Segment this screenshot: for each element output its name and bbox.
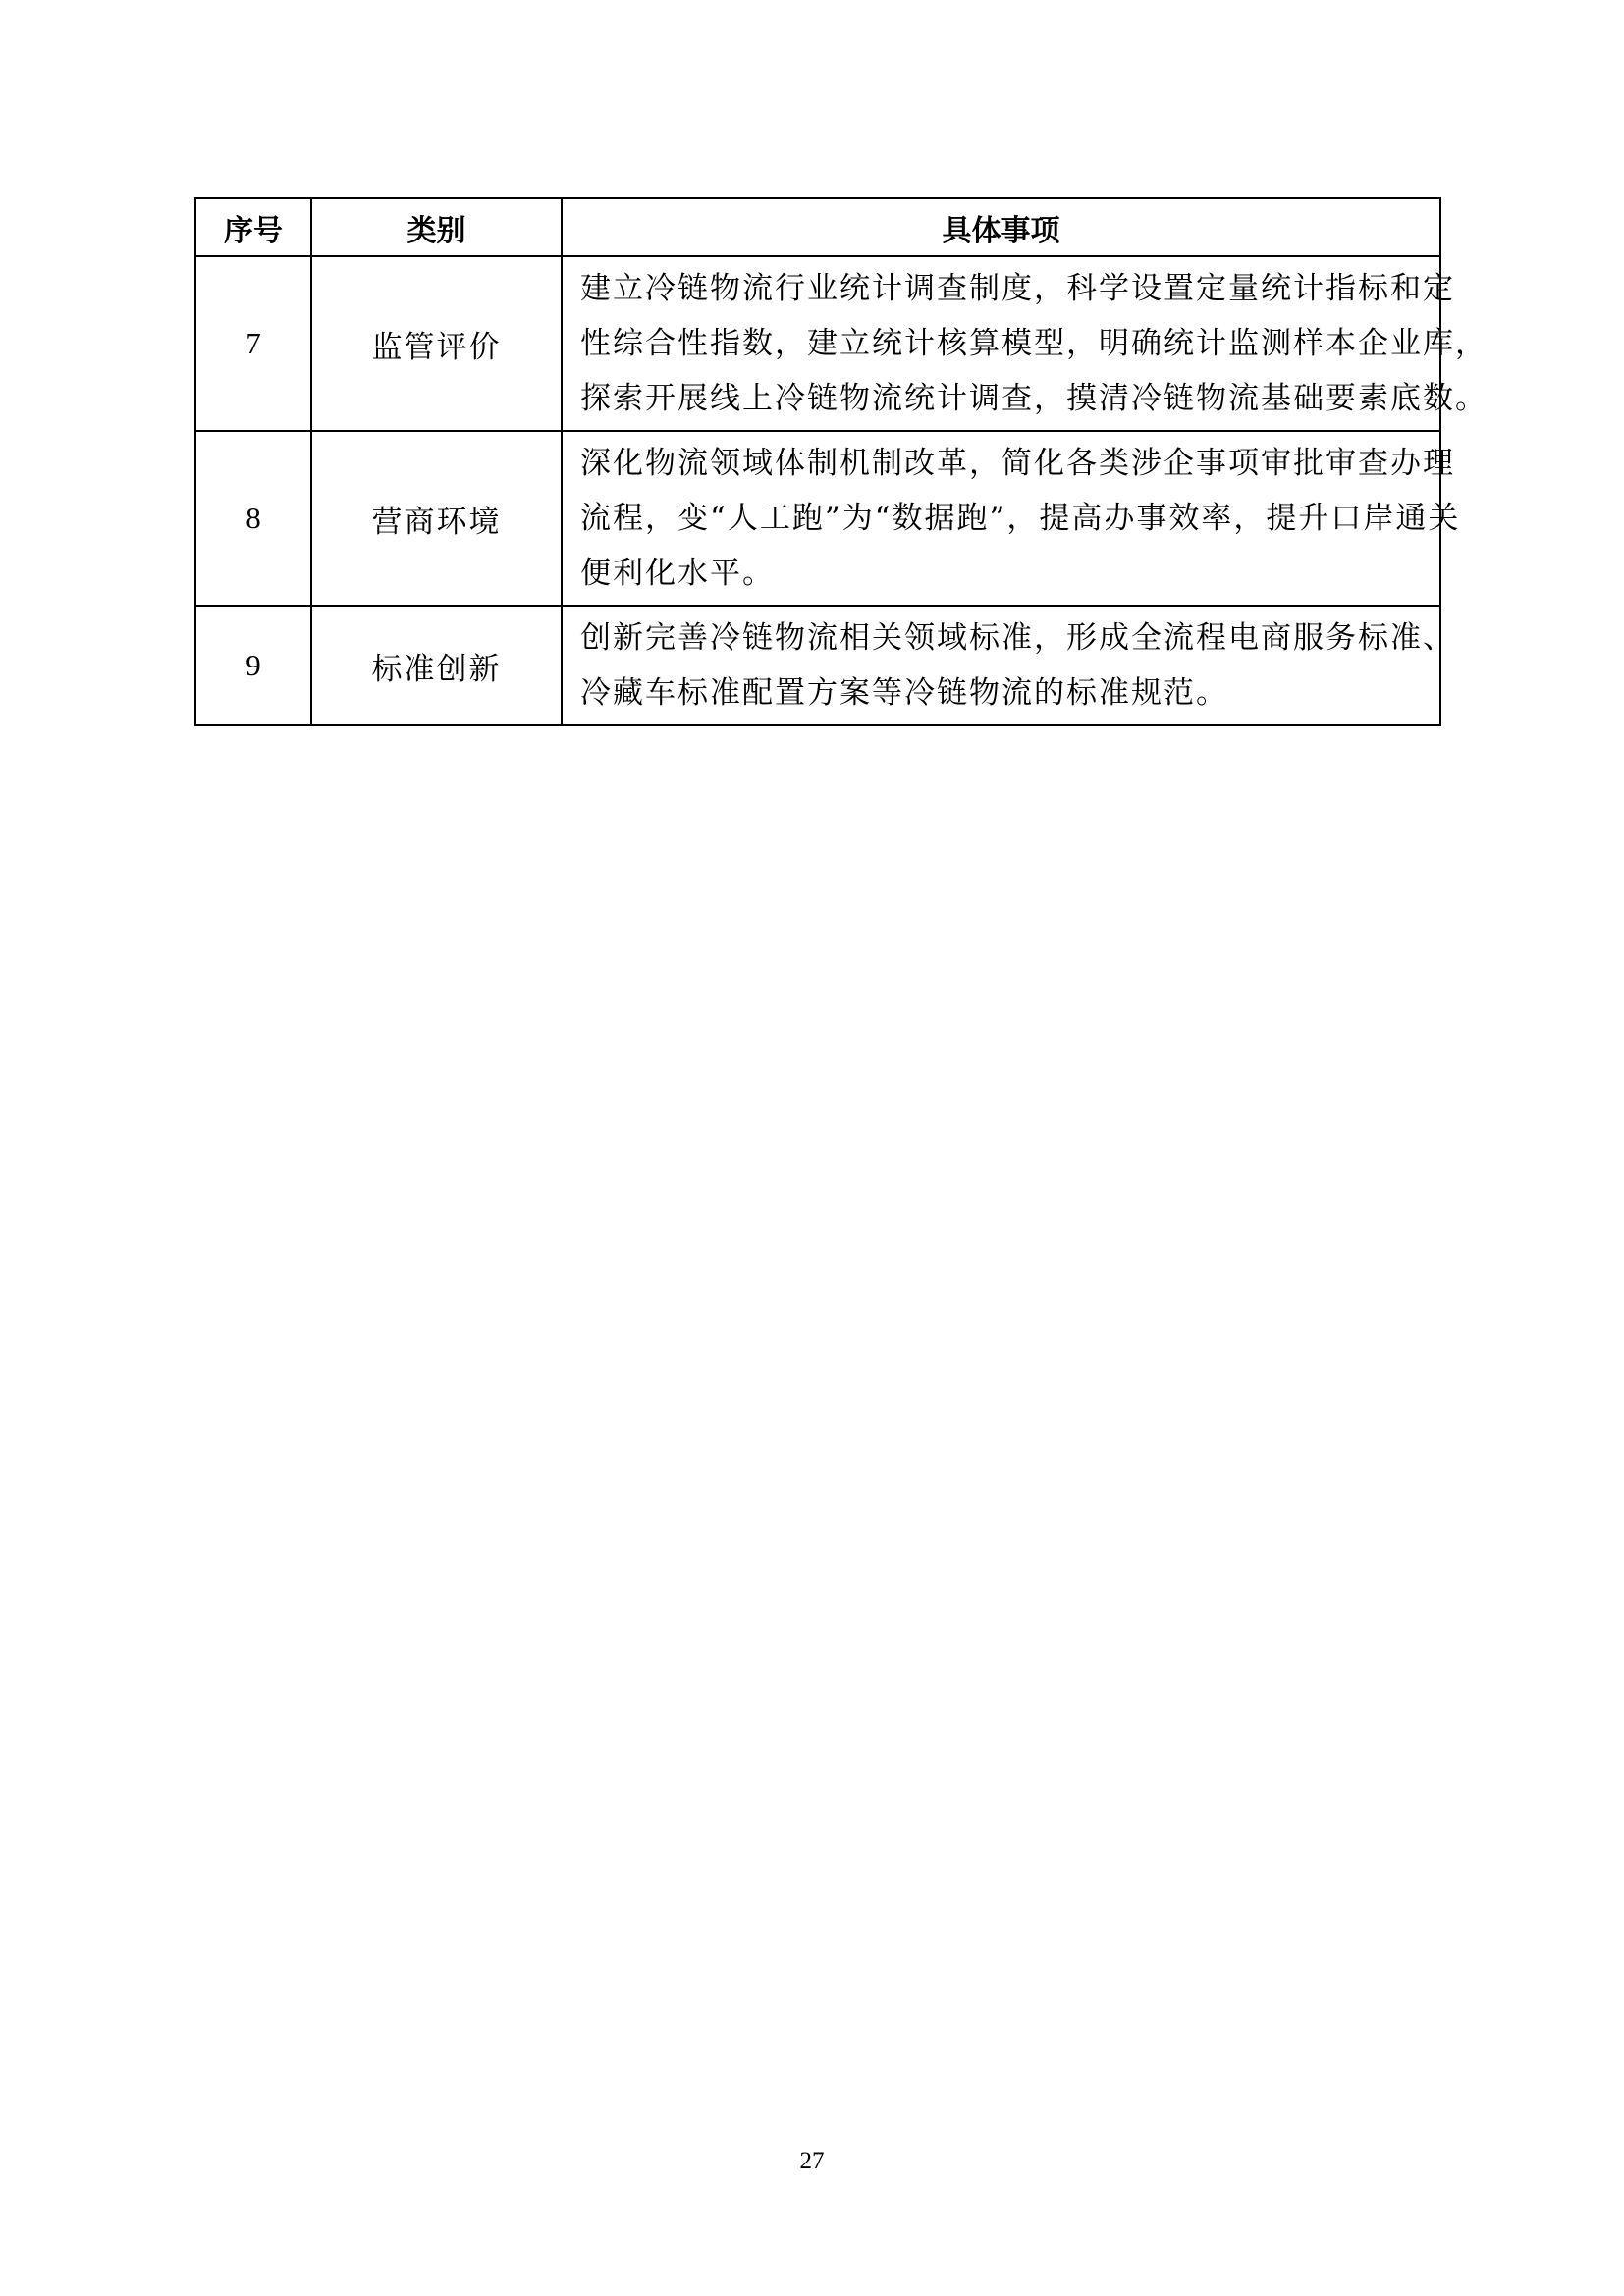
page-number: 27 [799,2148,825,2174]
header-detail: 具体事项 [562,198,1440,256]
detail-line: 创新完善冷链物流相关领域标准，形成全流程电商服务标准、 [580,620,1455,656]
detail-line: 便利化水平。 [580,556,775,591]
row-index: 8 [195,431,311,606]
detail-line: 深化物流领域体制机制改革，简化各类涉企事项审批审查办理 [580,446,1455,481]
row-index: 9 [195,606,311,725]
table-header-row [195,198,1440,256]
detail-line: 冷藏车标准配置方案等冷链物流的标准规范。 [580,675,1228,711]
matters-table [194,197,1488,726]
table-row [195,606,1440,725]
table-row [195,256,1440,431]
table-row [195,431,1440,606]
row-category: 监管评价 [311,256,562,431]
row-detail [562,606,1455,725]
detail-line: 流程，变“人工跑”为“数据跑”，提高办事效率，提升口岸通关 [580,501,1461,536]
row-detail [562,256,1488,431]
detail-line: 探索开展线上冷链物流统计调查，摸清冷链物流基础要素底数。 [580,381,1488,416]
row-category: 标准创新 [311,606,562,725]
header-category: 类别 [311,198,562,256]
row-index: 7 [195,256,311,431]
row-category: 营商环境 [311,431,562,606]
detail-line: 建立冷链物流行业统计调查制度，科学设置定量统计指标和定 [580,271,1455,306]
header-index: 序号 [195,198,311,256]
detail-line: 性综合性指数，建立统计核算模型，明确统计监测样本企业库， [580,326,1488,361]
row-detail [562,431,1461,606]
